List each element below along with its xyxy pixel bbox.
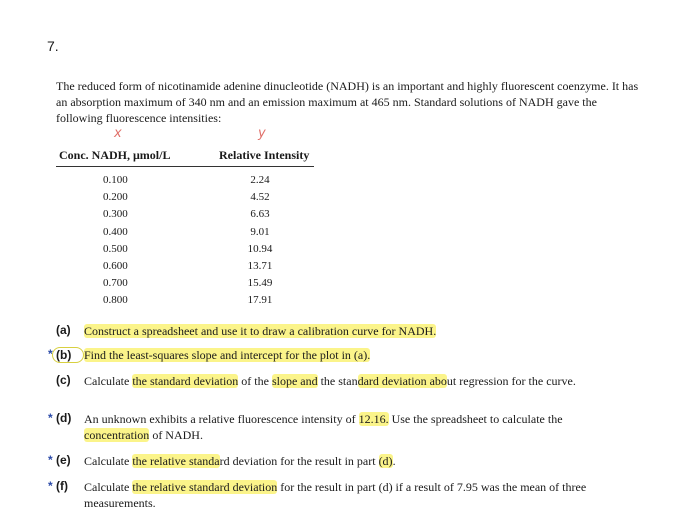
asterisk-mark: * — [48, 411, 53, 425]
intensity-column — [240, 172, 280, 310]
highlighted-text: (d) — [378, 454, 393, 468]
highlighted-text: Find the least-squares slope and intercept for the plot in (a). — [84, 348, 371, 362]
part-label: (e) — [56, 453, 71, 467]
table-cell-concentration: 0.700 — [103, 277, 128, 290]
text-segment: An unknown exhibits a relative fluorescence intensity of — [84, 412, 359, 426]
part-text — [84, 323, 604, 339]
text-segment: of NADH. — [149, 428, 203, 442]
asterisk-mark: * — [48, 347, 53, 361]
asterisk-mark: * — [48, 479, 53, 493]
table-cell-intensity: 2.24 — [250, 174, 270, 186]
table-cell-concentration: 0.800 — [103, 294, 128, 307]
text-segment: ut regression for the curve. — [446, 374, 576, 388]
text-segment: . — [392, 454, 396, 468]
text-segment: Calculate — [84, 454, 133, 468]
part-label: (a) — [56, 323, 71, 337]
table-cell-concentration: 0.500 — [103, 242, 128, 255]
highlighted-text: 12.16. — [358, 412, 389, 426]
part-text — [84, 453, 604, 469]
handwritten-x-mark: x — [114, 126, 122, 141]
table-cell-concentration: 0.100 — [103, 174, 128, 186]
part-label: (f) — [56, 479, 68, 493]
question-number: 7. — [47, 38, 59, 54]
text-segment: rd deviation for the result in part — [219, 454, 379, 468]
part-label: (d) — [56, 411, 72, 425]
handwritten-y-mark: y — [258, 126, 266, 141]
table-cell-concentration: 0.200 — [103, 191, 128, 204]
table-header-intensity: Relative Intensity — [219, 148, 310, 162]
highlighted-text: concentration — [84, 428, 150, 442]
table-header-rule — [56, 166, 314, 167]
table-cell-concentration: 0.300 — [103, 208, 128, 221]
part-label: (b) — [52, 347, 84, 363]
table-cell-intensity: 17.91 — [247, 294, 273, 307]
part-label: (c) — [56, 373, 71, 387]
text-segment: Calculate — [84, 374, 133, 388]
table-cell-intensity: 6.63 — [250, 208, 270, 221]
asterisk-mark: * — [48, 453, 53, 467]
table-header-concentration: Conc. NADH, μmol/L — [59, 148, 171, 162]
text-segment: for the result in part (d) if a result of 7.95 was the mean of three measurements. — [84, 480, 587, 510]
text-segment: the stan — [317, 374, 358, 388]
concentration-column — [103, 172, 143, 310]
part-text — [84, 411, 604, 443]
highlighted-text: the relative standa — [132, 454, 220, 468]
table-cell-intensity: 13.71 — [247, 260, 273, 273]
part-text — [84, 479, 604, 511]
part-text — [84, 347, 604, 363]
text-segment: Calculate — [84, 480, 133, 494]
text-segment: of the — [238, 374, 272, 388]
highlighted-text: slope and — [271, 374, 318, 388]
problem-intro: The reduced form of nicotinamide adenine dinucleotide (NADH) is an important and highly fluorescent coenzyme. It has an absorption maximum of 340 nm and an emission maximum at 465 nm. Standard solutions of NADH gave the following fluorescence intensities: — [56, 79, 639, 125]
text-segment: Use the spreadsheet to calculate the — [388, 412, 563, 426]
table-cell-intensity: 9.01 — [250, 225, 270, 238]
highlighted-text: dard deviation abo — [357, 374, 447, 388]
table-cell-concentration: 0.600 — [103, 260, 128, 273]
highlighted-text: the standard deviation — [132, 374, 239, 388]
table-cell-intensity: 10.94 — [247, 242, 273, 255]
part-text — [84, 373, 604, 389]
table-cell-intensity: 15.49 — [247, 277, 273, 290]
highlighted-text: Construct a spreadsheet and use it to draw a calibration curve for NADH. — [84, 324, 437, 338]
highlighted-text: the relative standard deviation — [132, 480, 278, 494]
table-cell-intensity: 4.52 — [250, 191, 270, 204]
table-cell-concentration: 0.400 — [103, 225, 128, 238]
